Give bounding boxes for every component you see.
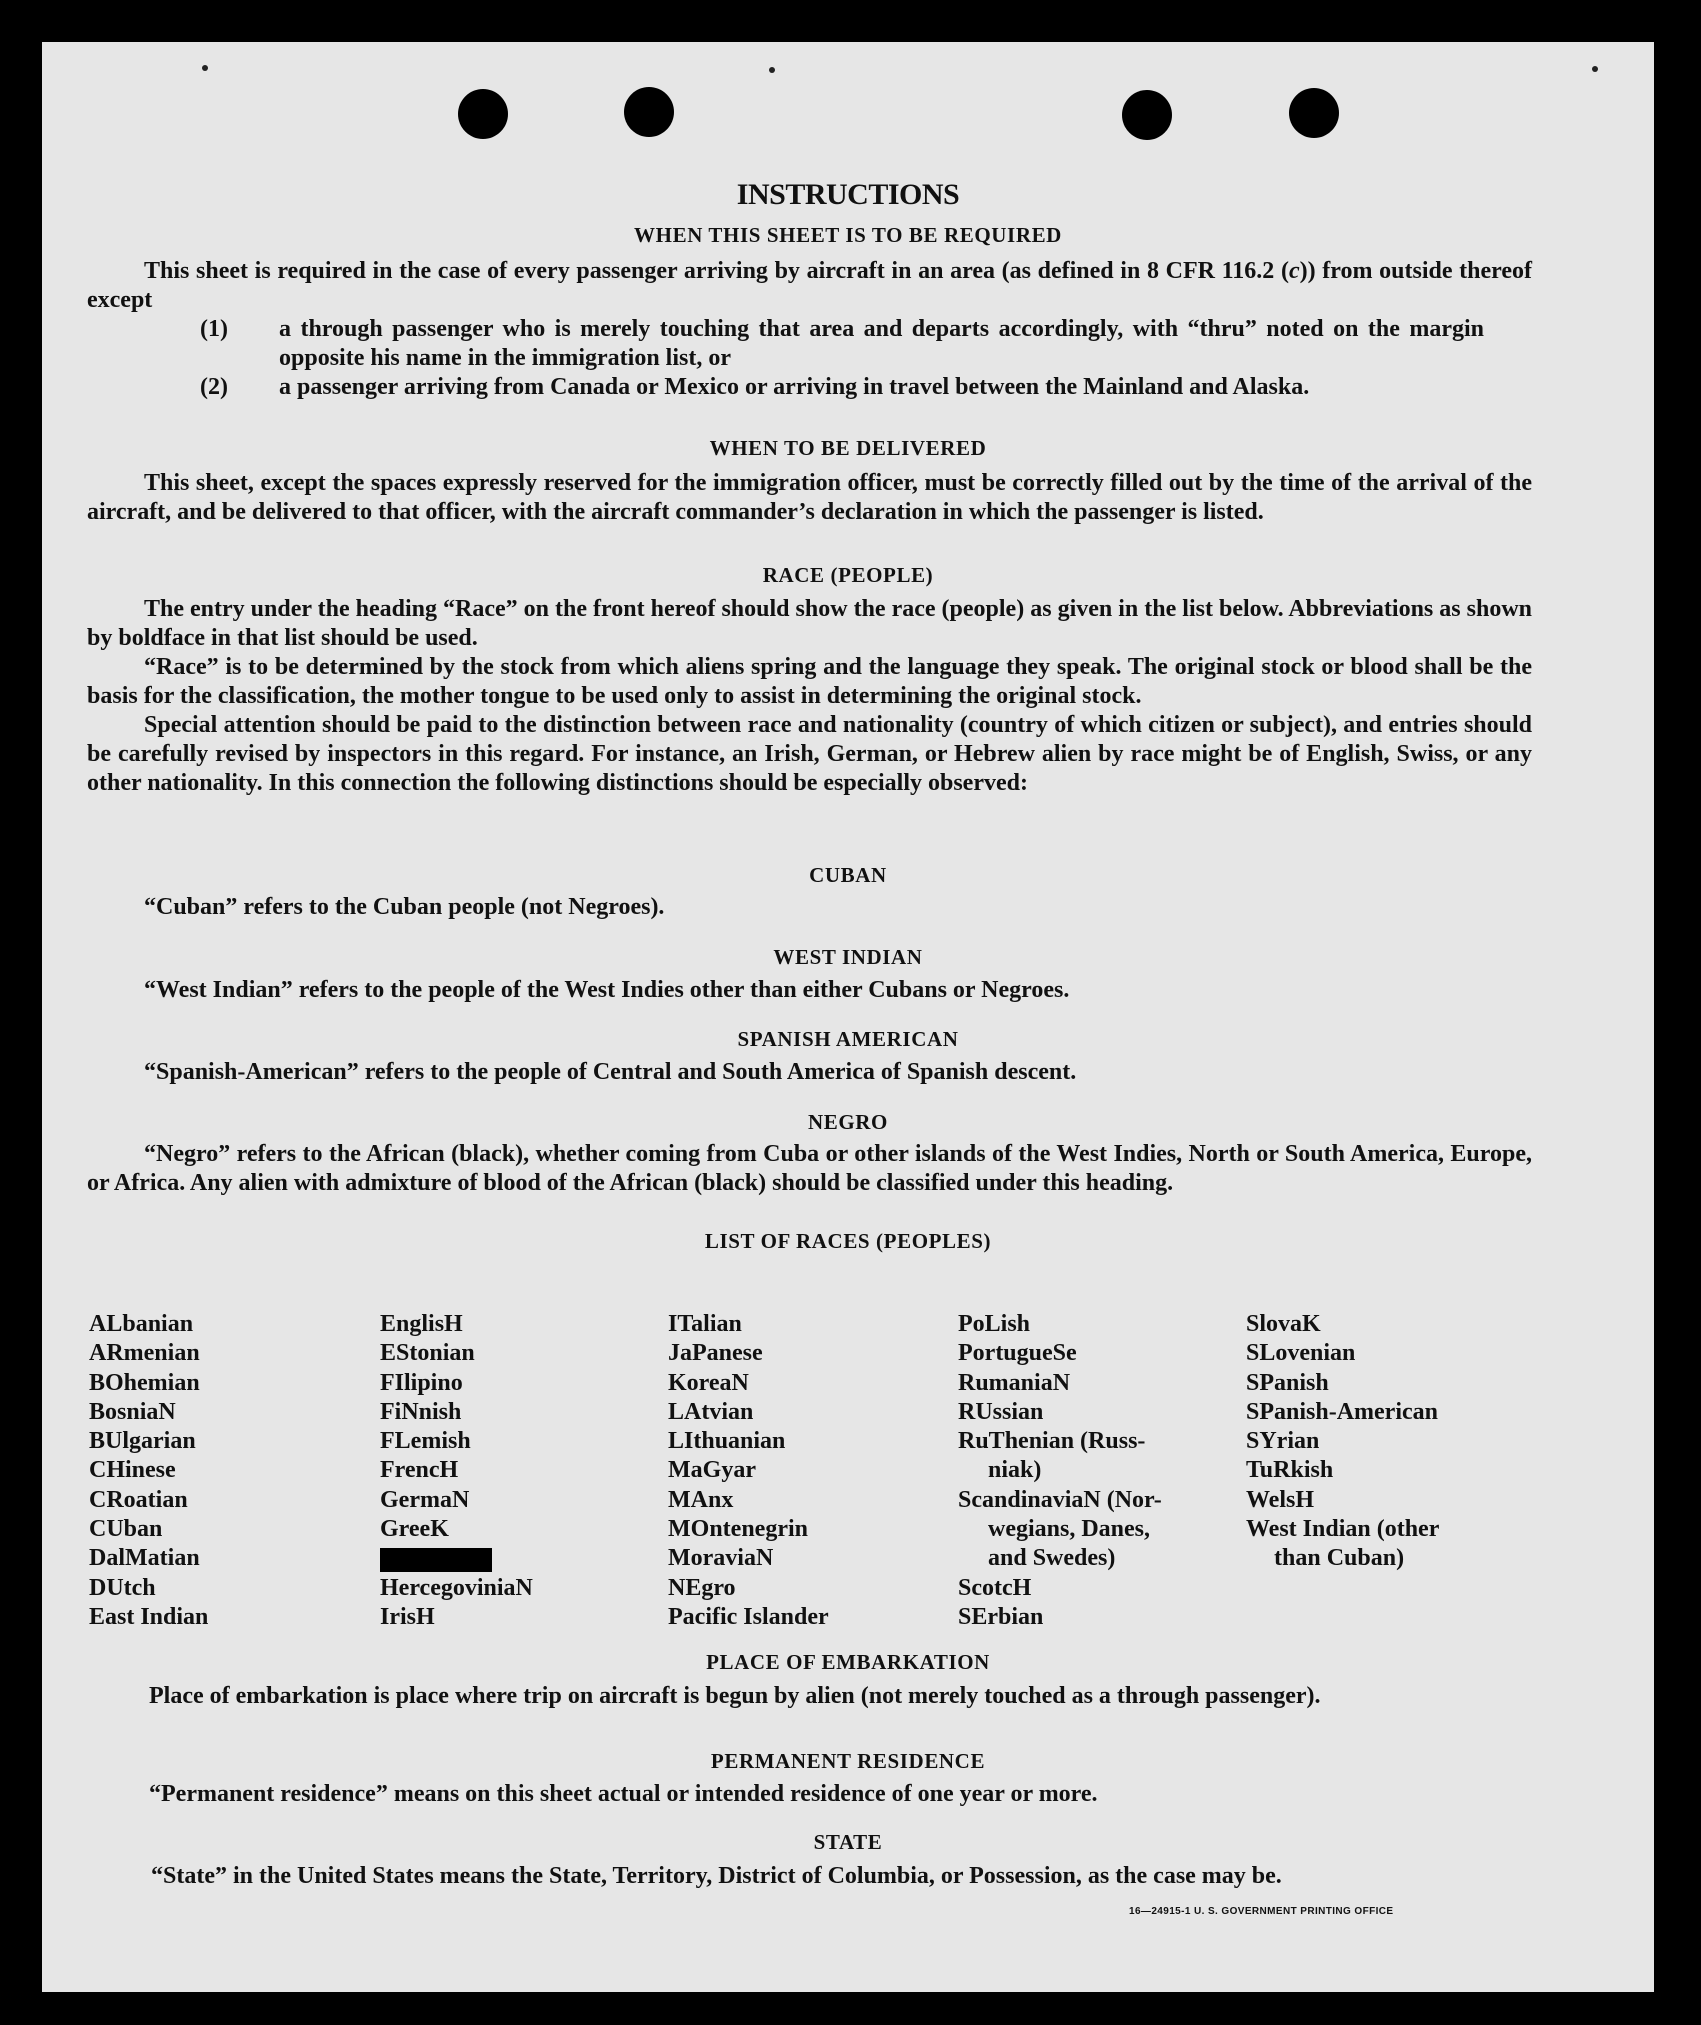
section-text-spanish-american: “Spanish-American” refers to the people of Central and South America of Spanish descent. [144,1059,1077,1085]
race-item: LAtvian [668,1398,754,1425]
race-item: LIthuanian [668,1428,786,1455]
race-item: SPanish-American [1246,1398,1438,1425]
section-text-state: “State” in the United States means the State, Territory, District of Columbia, or Possession, as the case may be. [151,1863,1282,1889]
race-item: BosniaN [89,1398,176,1425]
race-item: TuRkish [1246,1457,1334,1484]
race-item: RUssian [958,1398,1044,1425]
exception-item-2: (2) a passenger arriving from Canada or Mexico or arriving in travel between the Mainland and Alaska. [200,374,1310,400]
section-heading-spanish-american: SPANISH AMERICAN [737,1027,959,1051]
race-item: ALbanian [89,1311,194,1337]
race-item: SLovenian [1246,1340,1356,1367]
section-heading-embarkation: PLACE OF EMBARKATION [706,1650,990,1674]
section-text-cuban: “Cuban” refers to the Cuban people (not Negroes). [144,894,665,920]
section-text-embarkation: Place of embarkation is place where trip on aircraft is begun by alien (not merely touched as a through passenger). [149,1683,1321,1709]
race-item: MaGyar [668,1457,756,1484]
race-item: West Indian (other [1246,1516,1440,1543]
races-column-1 [89,1310,208,1632]
section-text-negro: “Negro” refers to the African (black), whether coming from Cuba or other islands of the West Indies, North or South America, Europe, or Africa. Any alien with admixture of blood of the African (black) should be classified under this heading. [87,1141,1532,1196]
race-item: MoraviaN [668,1545,774,1572]
punch-hole [1289,88,1339,138]
race-item: than Cuban) [1274,1545,1405,1572]
section-heading-required: WHEN THIS SHEET IS TO BE REQUIRED [634,223,1062,247]
race-item: BOhemian [89,1369,200,1396]
race-item: ScandinaviaN (Nor- [958,1486,1162,1513]
section-heading-state: STATE [813,1830,883,1854]
race-item: RuThenian (Russ- [958,1428,1146,1455]
section-text-west-indian: “West Indian” refers to the people of the West Indies other than either Cubans or Negroes. [144,977,1070,1003]
race-item: DalMatian [89,1545,200,1572]
race-item: niak) [988,1457,1042,1484]
redaction-bar [380,1548,492,1572]
speck [769,67,775,73]
race-item: IrisH [380,1603,435,1630]
section-heading-races: LIST OF RACES (PEOPLES) [704,1229,992,1253]
speck [1592,66,1598,72]
race-item: KoreaN [668,1369,749,1396]
punch-hole [458,89,508,139]
section-heading-delivered: WHEN TO BE DELIVERED [709,436,987,460]
race-item: ARmenian [89,1340,200,1367]
race-item: WelsH [1246,1486,1315,1513]
section-text-delivered: This sheet, except the spaces expressly reserved for the immigration officer, must be correctly filled out by the time of the arrival of the aircraft, and be delivered to that officer, with the aircraft commander’s declaration in which the passenger is listed. [87,470,1532,525]
race-item: EStonian [380,1340,475,1367]
section-heading-west-indian: WEST INDIAN [773,945,923,969]
race-item: GermaN [380,1486,470,1513]
race-item: RumaniaN [958,1369,1071,1396]
race-item: DUtch [89,1574,156,1601]
section-heading-cuban: CUBAN [809,863,887,887]
races-column-5 [1246,1310,1439,1574]
race-item: Pacific Islander [668,1603,829,1630]
section-text-residence: “Permanent residence” means on this sheet actual or intended residence of one year or more. [149,1781,1098,1807]
race-item: FrencH [380,1457,459,1484]
race-item: East Indian [89,1603,209,1630]
race-item: ScotcH [958,1574,1032,1601]
race-item: MOntenegrin [668,1516,808,1543]
race-item: SPanish [1246,1369,1329,1396]
section-heading-negro: NEGRO [807,1110,888,1134]
race-item: wegians, Danes, [988,1516,1151,1543]
race-item: BUlgarian [89,1428,196,1455]
races-column-3 [668,1310,829,1632]
section-text-required: This sheet is required in the case of every passenger arriving by aircraft in an area (as defined in 8 CFR 116.2 (c)) from outside thereof except [87,258,1533,313]
race-item: JaPanese [668,1340,763,1367]
exception-item-1: (1) a through passenger who is merely touching that area and departs accordingly, with “thru” noted on the margin opposite his name in the immigration list, or [200,316,1484,371]
race-item: CUban [89,1516,163,1543]
document-page [42,42,1654,1992]
speck [202,65,208,71]
race-item: SYrian [1246,1428,1320,1455]
printer-imprint: 16—24915-1 U. S. GOVERNMENT PRINTING OFFICE [1129,1906,1394,1917]
race-item: CRoatian [89,1486,188,1513]
races-column-2 [380,1310,533,1632]
race-item: MAnx [668,1486,734,1513]
race-item: PoLish [958,1311,1031,1337]
page-title: INSTRUCTIONS [736,178,960,211]
race-item: FIlipino [380,1369,463,1396]
race-item: HercegoviniaN [380,1574,533,1601]
race-item: and Swedes) [988,1545,1116,1572]
race-item: FiNnish [380,1398,462,1425]
race-item: EnglisH [380,1311,463,1337]
races-column-4 [958,1310,1162,1632]
redacted-race-item [380,1544,533,1573]
punch-hole [624,87,674,137]
race-item: SlovaK [1246,1311,1321,1337]
race-item: SErbian [958,1603,1044,1630]
race-item: ITalian [668,1311,742,1337]
race-item: CHinese [89,1457,176,1484]
race-item: PortugueSe [958,1340,1077,1367]
race-item: FLemish [380,1428,471,1455]
punch-hole [1122,90,1172,140]
section-heading-residence: PERMANENT RESIDENCE [710,1749,986,1773]
section-text-race: The entry under the heading “Race” on the front hereof should show the race (people) as given in the list below. Abbreviations as shown by boldface in that list should be used. “Race” is to be determined by the stock from which aliens spring and the language they speak. The original stock or blood shall be the basis for the classification, the mother tongue to be used only to assist in determining the original stock. Special attention should be paid to the distinction between race and nationality (country of which citizen or subject), and entries should be carefully revised by inspectors in this regard. For instance, an Irish, German, or Hebrew alien by race might be of English, Swiss, or any other nationality. In this connection the following distinctions should be especially observed: [87,596,1532,796]
race-item: GreeK [380,1516,449,1543]
race-item: NEgro [668,1574,736,1601]
section-heading-race: RACE (PEOPLE) [762,563,934,587]
